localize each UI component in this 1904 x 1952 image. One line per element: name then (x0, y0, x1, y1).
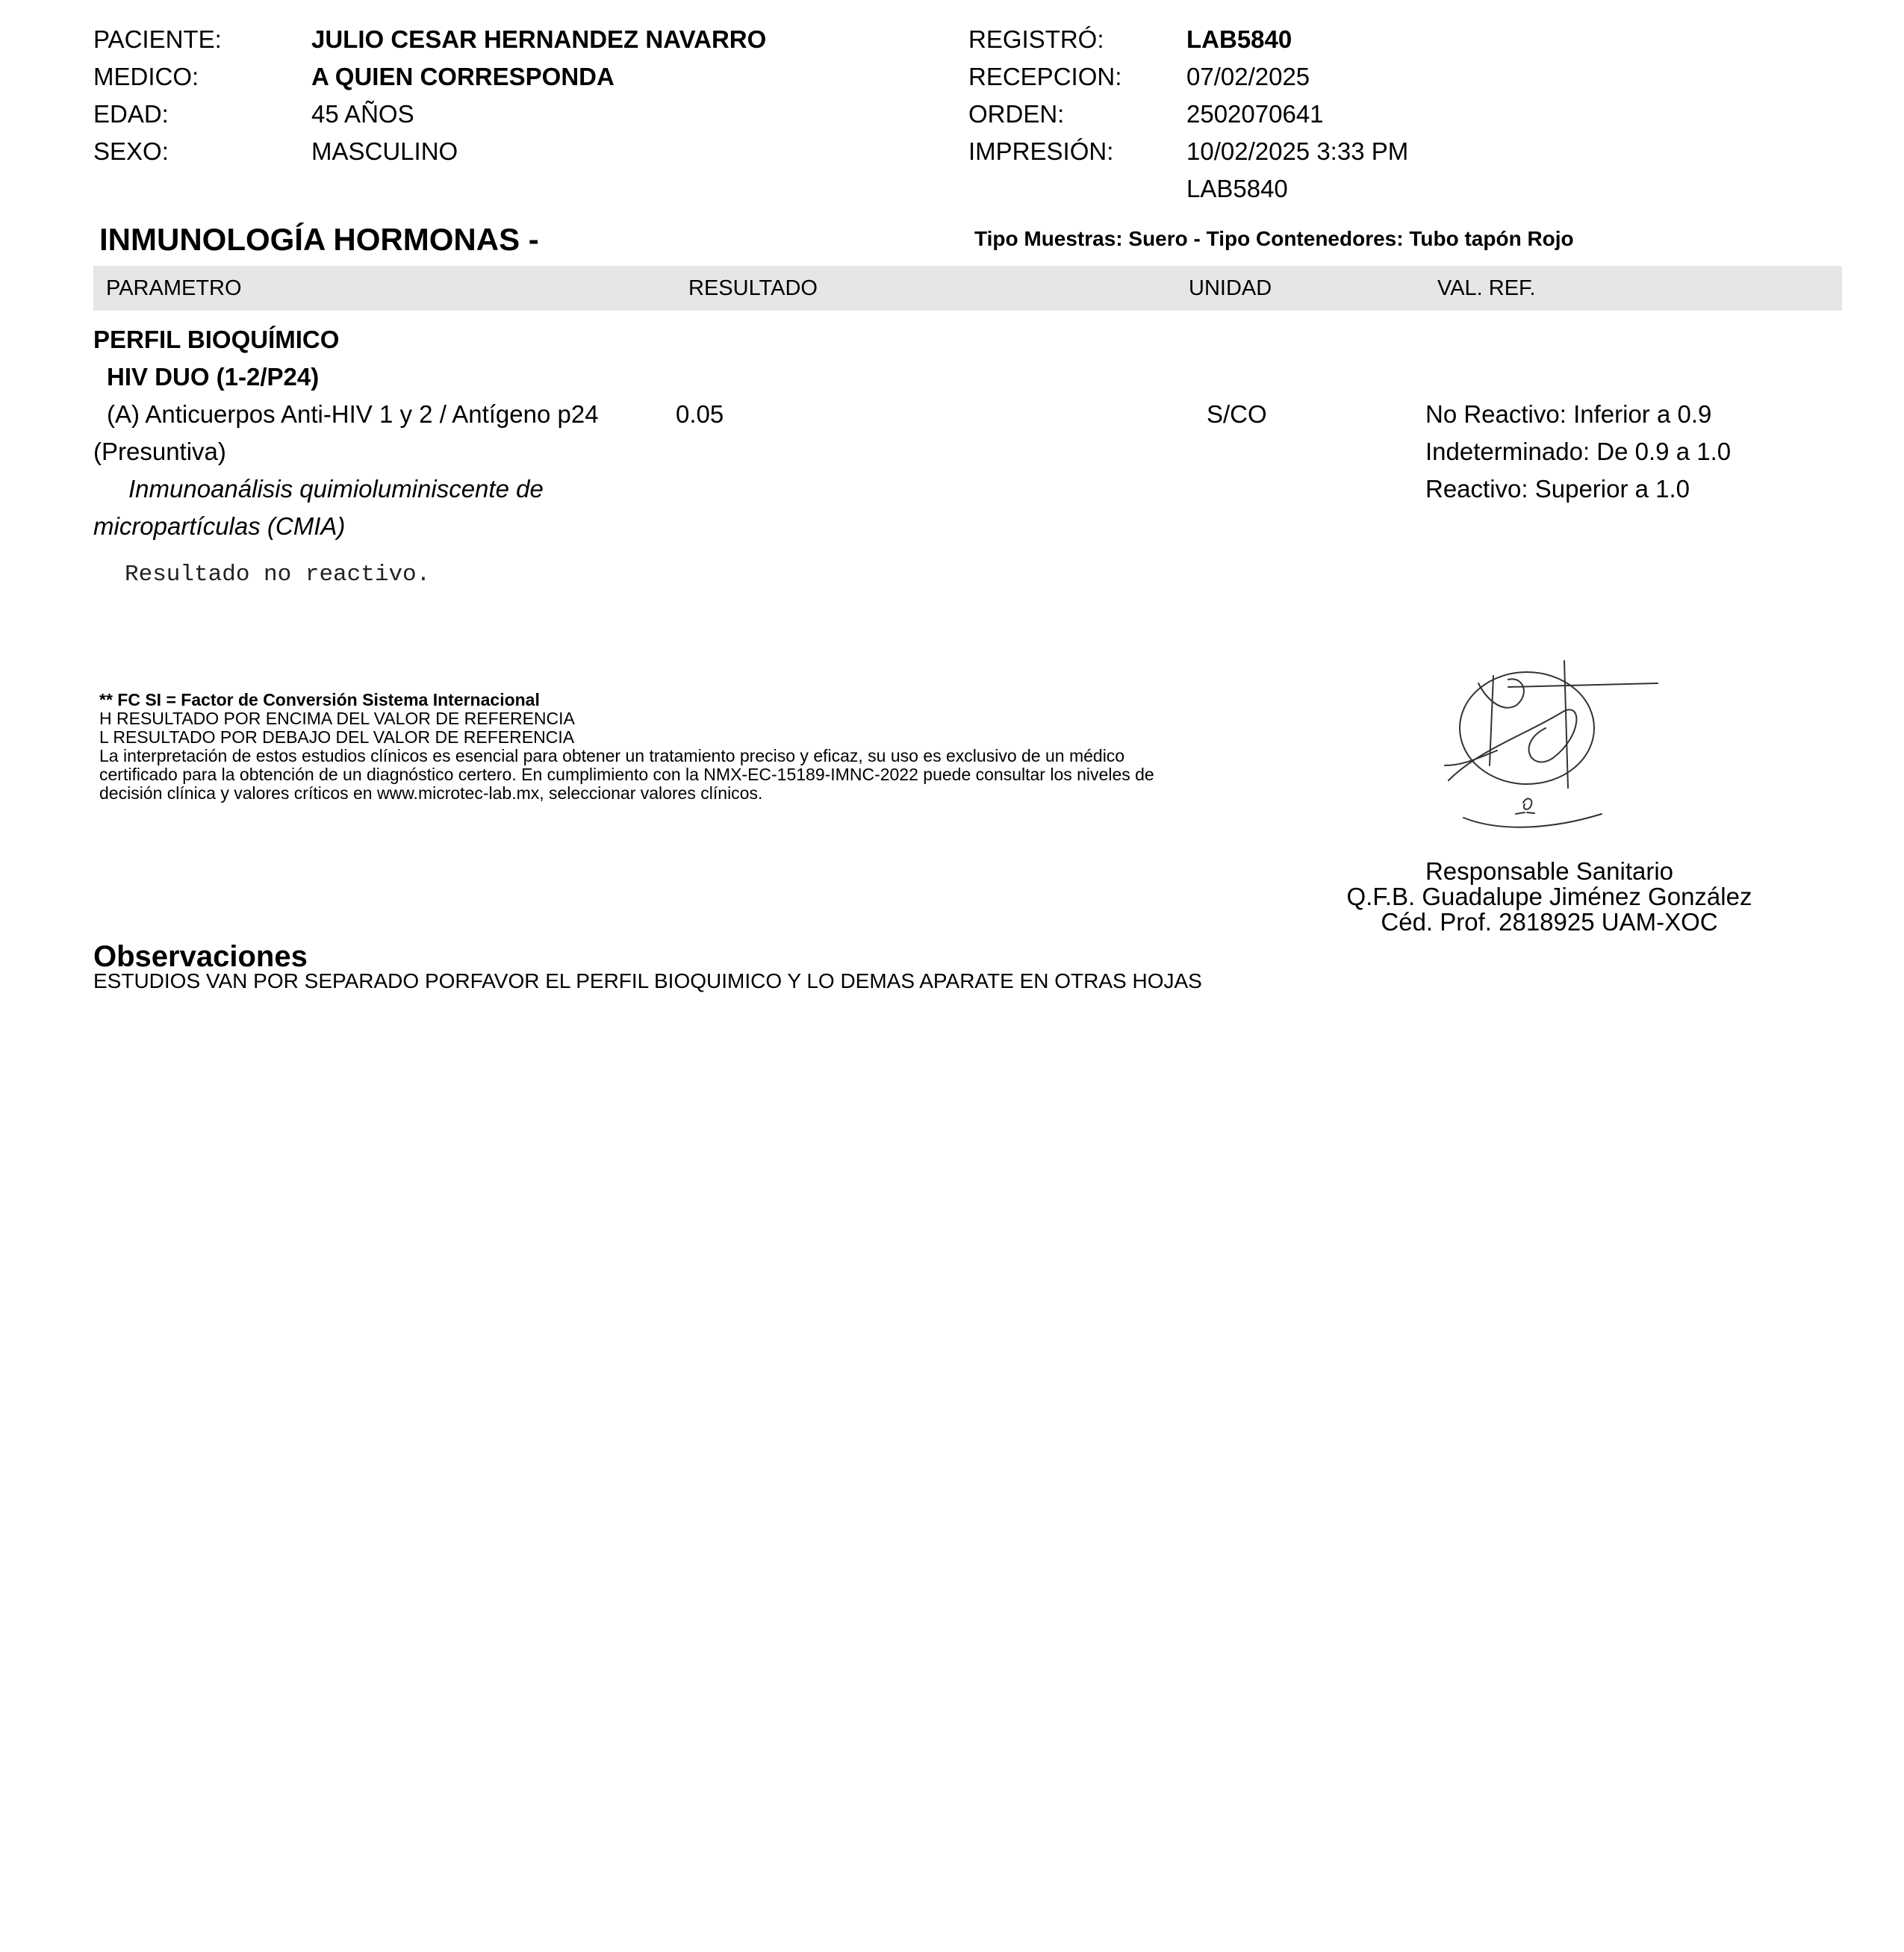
print-label: IMPRESIÓN: (968, 137, 1114, 165)
reference-line3: Reactivo: Superior a 1.0 (1425, 475, 1690, 503)
column-result: RESULTADO (688, 276, 818, 300)
sex-label: SEXO: (93, 137, 169, 165)
order-value: 2502070641 (1186, 100, 1324, 128)
doctor-value: A QUIEN CORRESPONDA (311, 63, 615, 90)
method-line1: Inmunoanálisis quimioluminiscente de (128, 475, 544, 503)
footnote-interpretation-3: decisión clínica y valores críticos en www.microtec-lab.mx, seleccionar valores clínicos. (99, 783, 763, 803)
reception-label: RECEPCION: (968, 63, 1122, 90)
signature-license: Céd. Prof. 2818925 UAM-XOC (1381, 908, 1718, 936)
patient-label: PACIENTE: (93, 25, 222, 53)
print-user: LAB5840 (1186, 175, 1288, 202)
sample-info: Tipo Muestras: Suero - Tipo Contenedores: Tubo tapón Rojo (974, 227, 1574, 250)
sex-value: MASCULINO (311, 137, 458, 165)
result-unit: S/CO (1207, 400, 1267, 428)
column-reference: VAL. REF. (1437, 276, 1536, 300)
footnote-high: H RESULTADO POR ENCIMA DEL VALOR DE REFERENCIA (99, 709, 575, 728)
doctor-label: MEDICO: (93, 63, 199, 90)
registered-label: REGISTRÓ: (968, 25, 1104, 53)
age-value: 45 AÑOS (311, 100, 414, 128)
footnote-low: L RESULTADO POR DEBAJO DEL VALOR DE REFERENCIA (99, 727, 575, 747)
registered-value: LAB5840 (1186, 25, 1292, 53)
age-label: EDAD: (93, 100, 169, 128)
column-unit: UNIDAD (1189, 276, 1272, 300)
signature-name: Q.F.B. Guadalupe Jiménez González (1346, 883, 1752, 910)
result-value: 0.05 (676, 400, 724, 428)
result-comment: Resultado no reactivo. (125, 562, 431, 588)
profile-title: PERFIL BIOQUÍMICO (93, 326, 340, 353)
footnote-interpretation-2: certificado para la obtención de un diagnóstico certero. En cumplimiento con la NMX-EC-15189-IMNC-2022 puede consultar los niveles de (99, 765, 1154, 784)
observations-text: ESTUDIOS VAN POR SEPARADO PORFAVOR EL PERFIL BIOQUIMICO Y LO DEMAS APARATE EN OTRAS HOJAS (93, 969, 1202, 992)
column-parameter: PARAMETRO (106, 276, 242, 300)
print-value: 10/02/2025 3:33 PM (1186, 137, 1409, 165)
reference-line1: No Reactivo: Inferior a 0.9 (1425, 400, 1712, 428)
parameter-line1: (A) Anticuerpos Anti-HIV 1 y 2 / Antígeno p24 (107, 400, 599, 428)
patient-value: JULIO CESAR HERNANDEZ NAVARRO (311, 25, 767, 53)
column-header-bar (93, 266, 1842, 311)
observations-title: Observaciones (93, 940, 308, 973)
parameter-line2: (Presuntiva) (93, 438, 226, 465)
footnote-fc-si: ** FC SI = Factor de Conversión Sistema Internacional (99, 690, 540, 709)
reference-line2: Indeterminado: De 0.9 a 1.0 (1425, 438, 1732, 465)
signature-image (1434, 653, 1673, 840)
footnote-interpretation-1: La interpretación de estos estudios clínicos es esencial para obtener un tratamiento preciso y eficaz, su uso es exclusivo de un médico (99, 746, 1125, 765)
section-title: INMUNOLOGÍA HORMONAS - (99, 222, 539, 257)
method-line2: micropartículas (CMIA) (93, 512, 346, 540)
order-label: ORDEN: (968, 100, 1065, 128)
signature-role: Responsable Sanitario (1425, 857, 1674, 885)
reception-value: 07/02/2025 (1186, 63, 1310, 90)
test-name: HIV DUO (1-2/P24) (107, 363, 320, 391)
